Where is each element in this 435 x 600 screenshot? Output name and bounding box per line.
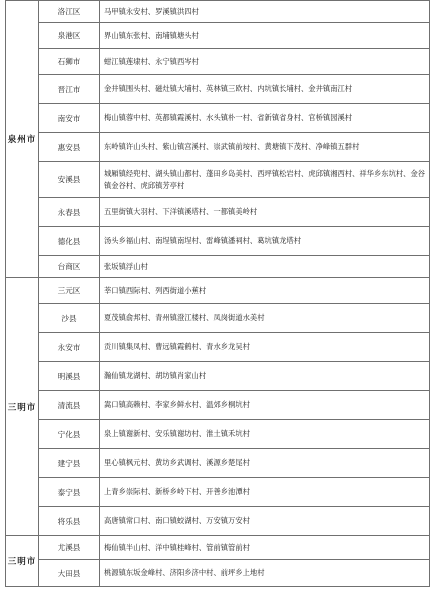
county-cell: 将乐县 [39,507,100,536]
villages-cell: 夏茂镇俞邦村、青州镇澄江楼村、凤岗街道水美村 [100,304,430,333]
villages-cell: 梅仙镇半山村、洋中镇桂峰村、管前镇管前村 [100,536,430,560]
county-cell: 沙县 [39,304,100,333]
table-row [6,256,430,278]
villages-cell: 汤头乡福山村、南埕镇南埕村、雷峰镇潘祠村、葛坑镇龙塔村 [100,227,430,256]
villages-cell: 蚶江镇莲埭村、永宁镇西岑村 [100,49,430,75]
county-cell: 明溪县 [39,362,100,391]
village-list-table [5,0,430,587]
county-cell: 安溪县 [39,162,100,198]
table-row [6,536,430,560]
villages-cell: 马甲镇永安村、罗溪镇洪四村 [100,1,430,23]
table-row [6,278,430,304]
table-row [6,75,430,104]
city-cell: 泉州市 [6,1,39,278]
county-cell: 石狮市 [39,49,100,75]
county-cell: 三元区 [39,278,100,304]
county-cell: 尤溪县 [39,536,100,560]
county-cell: 建宁县 [39,449,100,478]
city-cell: 三明市 [6,278,39,536]
county-cell: 泉港区 [39,23,100,49]
county-cell: 永安市 [39,333,100,362]
table-body [6,1,430,587]
villages-cell: 高唐镇常口村、南口镇蛟湖村、万安镇万安村 [100,507,430,536]
county-cell: 德化县 [39,227,100,256]
county-cell: 洛江区 [39,1,100,23]
table-row [6,133,430,162]
county-cell: 台商区 [39,256,100,278]
villages-cell: 里心镇枫元村、黄坊乡武调村、溪源乡楚尾村 [100,449,430,478]
county-cell: 宁化县 [39,420,100,449]
villages-cell: 桃源镇东坂金峰村、济阳乡济中村、前坪乡上地村 [100,560,430,587]
county-cell: 晋江市 [39,75,100,104]
table-row [6,420,430,449]
table-row [6,227,430,256]
villages-cell: 界山镇东张村、南埔镇塘头村 [100,23,430,49]
table-row [6,391,430,420]
villages-cell: 上青乡崇际村、新桥乡岭下村、开善乡池潭村 [100,478,430,507]
table-row [6,198,430,227]
villages-cell: 泉上镇谢新村、安乐镇谢坊村、淮土镇禾坑村 [100,420,430,449]
table-row [6,362,430,391]
county-cell: 永春县 [39,198,100,227]
table-row [6,304,430,333]
table-row [6,1,430,23]
villages-cell: 五里街镇大羽村、下洋镇溪塔村、一都镇美岭村 [100,198,430,227]
county-cell: 泰宁县 [39,478,100,507]
table-row [6,507,430,536]
villages-cell: 金井镇围头村、磁灶镇大埔村、英林镇三欧村、内坑镇长埔村、金井镇南江村 [100,75,430,104]
villages-cell: 嵩口镇高赖村、李家乡鲜水村、温郊乡桐坑村 [100,391,430,420]
villages-cell: 贡川镇集凤村、曹远镇霞鹤村、青水乡龙吴村 [100,333,430,362]
table-row [6,162,430,198]
villages-cell: 东岭镇许山头村、紫山镇宫溪村、崇武镇前垵村、黄塘镇下茂村、净峰镇五群村 [100,133,430,162]
table-row [6,23,430,49]
table-row [6,449,430,478]
villages-cell: 莘口镇西际村、列西街道小蕉村 [100,278,430,304]
table-row [6,478,430,507]
villages-cell: 城厢镇经兜村、湖头镇山都村、蓬田乡岛美村、西坪镇松岩村、虎邱镇湘西村、祥华乡东坑村、金谷镇金谷村、虎邱镇芳亭村 [100,162,430,198]
county-cell: 大田县 [39,560,100,587]
county-cell: 惠安县 [39,133,100,162]
county-cell: 南安市 [39,104,100,133]
table-row [6,560,430,587]
villages-cell: 梅山镇蓉中村、英都镇霞溪村、水头镇朴一村、省新镇省身村、官桥镇园溪村 [100,104,430,133]
villages-cell: 张坂镇浮山村 [100,256,430,278]
table-row [6,104,430,133]
villages-cell: 瀚仙镇龙湖村、胡坊镇肖家山村 [100,362,430,391]
county-cell: 清流县 [39,391,100,420]
city-cell: 三明市 [6,536,39,587]
table-row [6,49,430,75]
table-row [6,333,430,362]
